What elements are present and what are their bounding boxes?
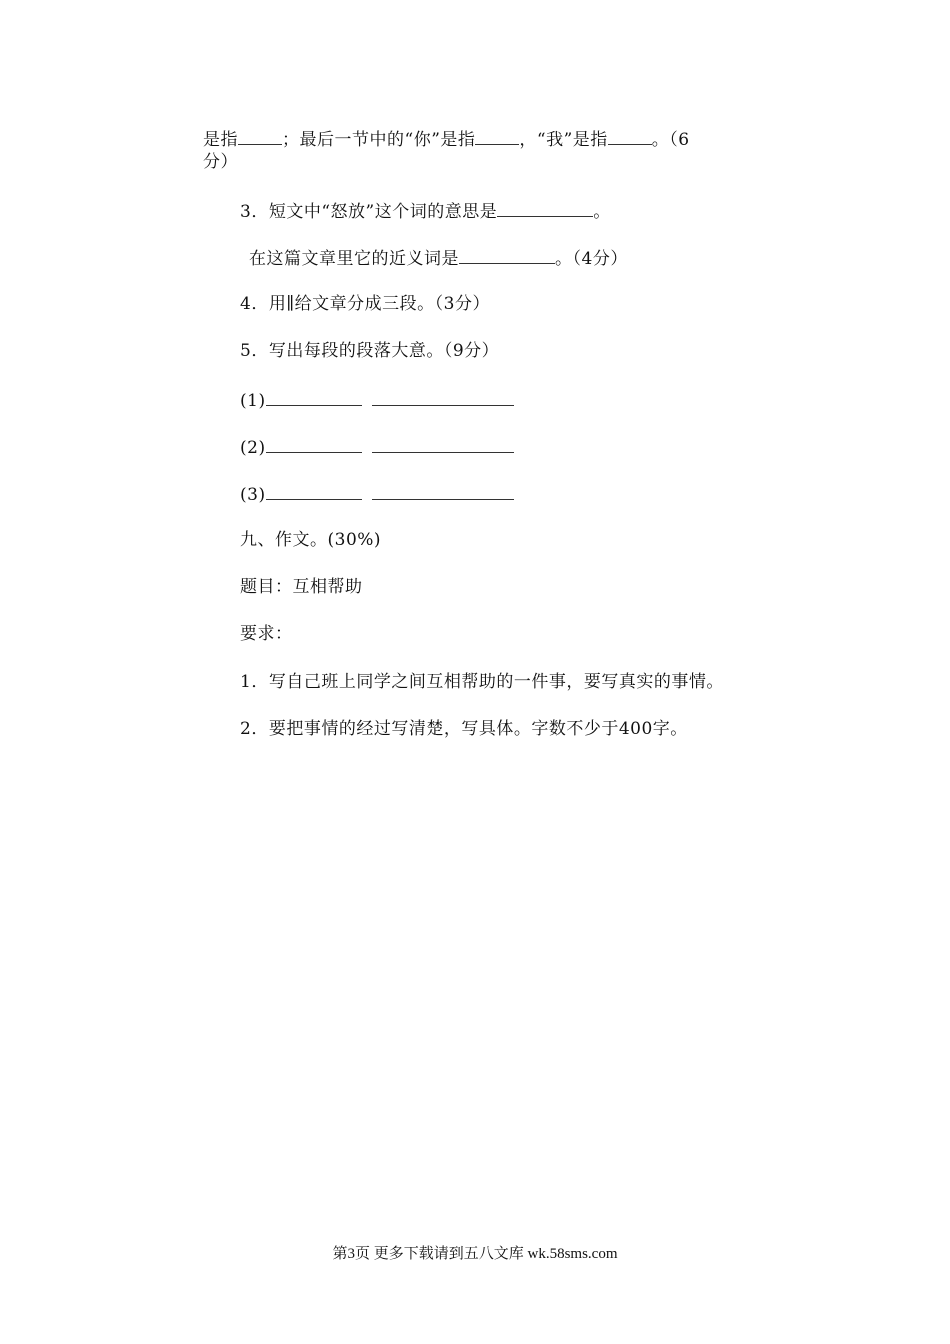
answer-blank[interactable] <box>372 434 514 453</box>
answer-blank[interactable] <box>497 198 593 217</box>
answer-blank[interactable] <box>372 387 514 406</box>
section-heading: 九、作文。(30%) <box>240 530 382 550</box>
answer-blank[interactable] <box>266 434 362 453</box>
answer-row-1 <box>240 387 514 413</box>
answer-blank[interactable] <box>475 126 519 145</box>
requirement-1: 1．写自己班上同学之间互相帮助的一件事，要写真实的事情。 <box>240 672 724 692</box>
answer-number: (2) <box>240 438 266 458</box>
q2-text-1: 是指 <box>203 130 238 150</box>
q2-text-3: ，“我”是指 <box>519 130 608 150</box>
answer-blank[interactable] <box>608 126 652 145</box>
answer-blank[interactable] <box>266 481 362 500</box>
q3-line-2 <box>249 245 628 271</box>
q3-synonym-text: 在这篇文章里它的近义词是 <box>249 249 459 269</box>
answer-blank[interactable] <box>238 126 282 145</box>
q2-text-4: 。（6 <box>651 130 690 150</box>
q3-synonym-end: 。（4分） <box>555 249 628 269</box>
page-footer: 第3页 更多下载请到五八文库 wk.58sms.com <box>332 1246 618 1262</box>
answer-blank[interactable] <box>266 387 362 406</box>
q3-text: 3．短文中“怒放”这个词的意思是 <box>240 202 498 222</box>
answer-row-3 <box>240 481 514 507</box>
requirements-label: 要求： <box>240 624 293 644</box>
answer-number: (1) <box>240 391 266 411</box>
answer-number: (3) <box>240 485 266 505</box>
q5-line: 5．写出每段的段落大意。（9分） <box>240 341 500 361</box>
q4-line: 4．用∥给文章分成三段。（3分） <box>240 294 490 314</box>
answer-blank[interactable] <box>372 481 514 500</box>
q3-end: 。 <box>593 202 611 222</box>
q2-line-1 <box>203 126 690 152</box>
q3-line-1 <box>240 198 611 224</box>
q2-text-2: ；最后一节中的“你”是指 <box>282 130 476 150</box>
essay-topic: 题目：互相帮助 <box>240 577 363 597</box>
answer-row-2 <box>240 434 514 460</box>
q2-line-2: 分） <box>203 152 238 172</box>
answer-blank[interactable] <box>459 245 555 264</box>
requirement-2: 2．要把事情的经过写清楚，写具体。字数不少于400字。 <box>240 719 688 739</box>
